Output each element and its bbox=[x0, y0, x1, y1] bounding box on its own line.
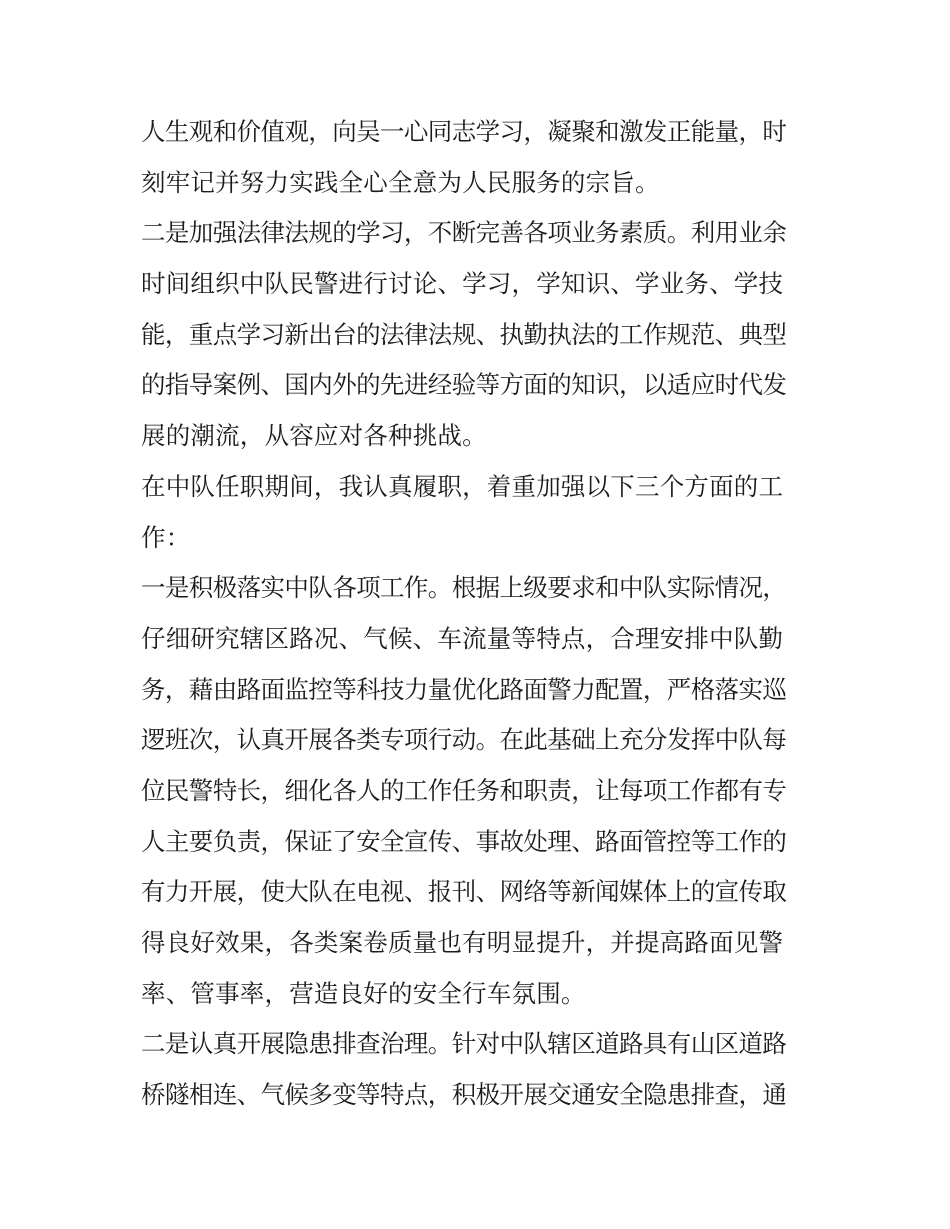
text-line: 二是加强法律法规的学习，不断完善各项业务素质。利用业余 bbox=[141, 218, 787, 248]
text-line: 在中队任职期间，我认真履职，着重加强以下三个方面的工 bbox=[141, 471, 784, 501]
text-line: 得良好效果，各类案卷质量也有明显提升，并提高路面见警 bbox=[141, 928, 784, 957]
text-line: 务，藉由路面监控等科技力量优化路面警力配置，严格落实巡 bbox=[141, 674, 787, 704]
text-line: 刻牢记并努力实践全心全意为人民服务的宗旨。 bbox=[141, 167, 660, 197]
text-line: 逻班次，认真开展各类专项行动。在此基础上充分发挥中队每 bbox=[141, 725, 787, 755]
text-line: 时间组织中队民警进行讨论、学习，学知识、学业务、学技 bbox=[141, 269, 784, 299]
text-line: 展的潮流，从容应对各种挑战。 bbox=[141, 421, 487, 451]
text-line: 的指导案例、国内外的先进经验等方面的知识，以适应时代发 bbox=[141, 370, 787, 400]
text-line: 率、管事率，营造良好的安全行车氛围。 bbox=[141, 978, 586, 1008]
document-body bbox=[141, 107, 821, 1121]
text-line: 能，重点学习新出台的法律法规、执勤执法的工作规范、典型 bbox=[141, 319, 787, 349]
text-line: 有力开展，使大队在电视、报刊、网络等新闻媒体上的宣传取 bbox=[141, 877, 787, 907]
text-line: 人主要负责，保证了安全宣传、事故处理、路面管控等工作的 bbox=[141, 826, 787, 856]
text-line: 桥隧相连、气候多变等特点，积极开展交通安全隐患排查，通 bbox=[141, 1080, 787, 1110]
text-line: 仔细研究辖区路况、气候、车流量等特点，合理安排中队勤 bbox=[141, 623, 784, 653]
text-line: 人生观和价值观，向吴一心同志学习，凝聚和激发正能量，时 bbox=[141, 117, 787, 146]
text-line: 一是积极落实中队各项工作。根据上级要求和中队实际情况， bbox=[141, 573, 787, 603]
text-line: 位民警特长，细化各人的工作任务和职责，让每项工作都有专 bbox=[141, 775, 787, 805]
text-line: 作： bbox=[141, 522, 191, 552]
text-line: 二是认真开展隐患排查治理。针对中队辖区道路具有山区道路 bbox=[141, 1029, 787, 1059]
